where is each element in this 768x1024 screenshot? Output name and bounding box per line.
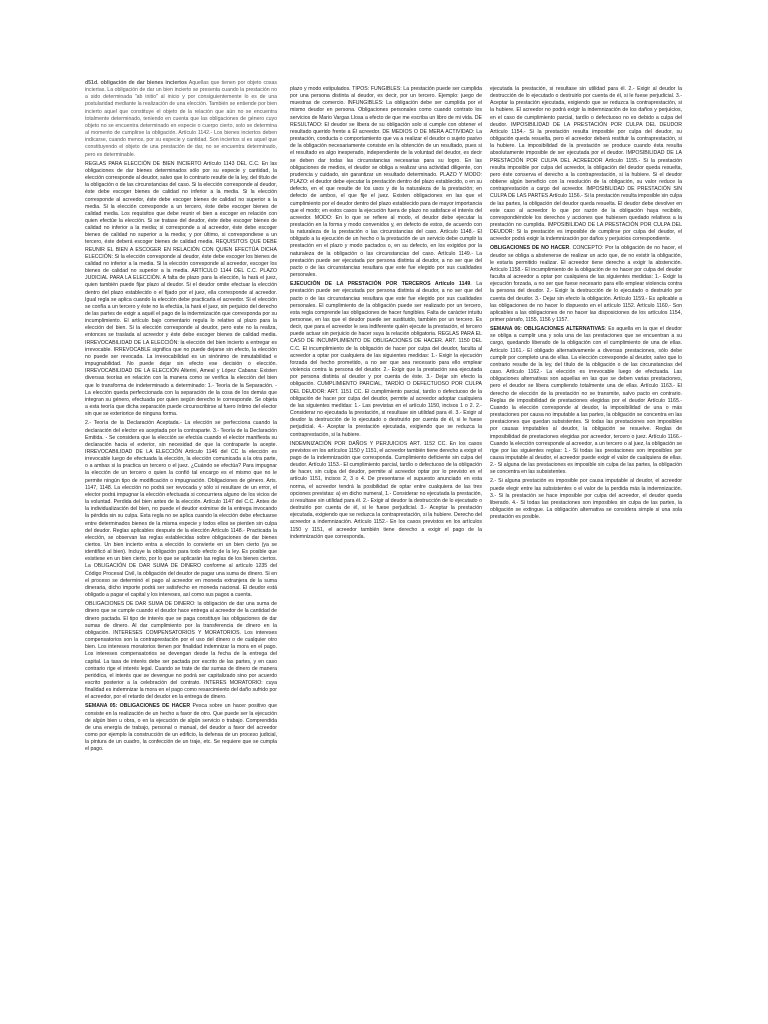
paragraph	[290, 441, 482, 541]
paragraph-text: 2.- Si alguna prestación es imposible por causa imputable al deudor, el acreedor puede elegir entre las subsistentes o el valor de la perdida más la indemnización. 3.- Si la prestación se hace imposible por culpa del acreedor, el deudor queda liberado. 4.- Si todas las prestaciones son imposibles sin culpa de las partes, la obligación se extingue. La obligación alternativa se considera simple si una sola prestación es posible.	[490, 478, 682, 521]
paragraph-text: Pesca sobre un hacer positivo que consiste en la realización de un hecho a favor de otro. Que puede ser la ejecución de algún bien u obra, o en la ejecución de algún servicio o trabajo. Comprendida de una energía de trabajo, personal o manual, del deudor a favor del acreedor como por ejemplo la construcción de un edificio, la defensa de un proceso judicial, la pintura de un cuadro, la confección de un traje, etc. Se requiere que se cumpla el pago.	[85, 703, 277, 753]
paragraph-text: ejecutada la prestación, si resultase sin utilidad para él. 2.- Exigir al deudor la destrucción de lo ejecutado o destruirlo por cuenta de él, si le fuese perjudicial. 3.- Aceptar la prestación ejecutada, exigiendo que se reduzca la contraprestación, si la hubiere. El acreedor no podrá exigir la indemnización de los daños y perjuicios, en el caso de cumplimiento parcial, tardío o defectuoso no es debido a culpa del deudor. IMPOSIBILIDAD DE LA PRESTACIÓN POR CULPA DEL DEUDOR Artículo 1154.- Si la prestación resulta imposible por culpa del deudor, su obligación queda resuelta, pero el acreedor deberá restituir la contraprestación, si la hubiere. La imposibilidad de la prestación se produce cuando ésta resulta absolutamente imposible de ser ejecutada por el deudor. IMPOSIBILIDAD DE LA PRESTACIÓN POR CULPA DEL ACREEDOR Artículo 1155.- Si la prestación resulta imposible por culpa del acreedor, la obligación del deudor queda resuelta, pero éste conserva el derecho a la contraprestación, si la hubiere. Si el deudor obtiene algún beneficio con la resolución de la obligación, su valor reduce la contraprestación a cargo del acreedor. IMPOSIBILIDAD DE PRESTACIÓN SIN CULPA DE LAS PARTES Artículo 1156.- Si la prestación resulta imposible sin culpa de las partes, la obligación del deudor queda resuelta. El deudor debe devolver en este caso al acreedor lo que por razón de la obligación haya recibido, correspondiéndole los derechos y acciones que hubiesen quedado relativos a la prestación no cumplida. IMPOSIBILIDAD DE LA PRESTACIÓN POR CULPA DEL DEUDOR: Si la prestación es imposible de cumplirse por culpa del deudor, el acreedor podrá exigir la indemnización por daños y perjuicios correspondiente.	[490, 86, 682, 243]
text-column-2	[290, 86, 482, 1016]
paragraph-text: Aquellas que tienen por objeto cosas inciertas. La obligación de dar un bien incierto se presenta cuando la prestación no a sido determinada "ab initio" al inicio y por consiguientemente lo es de una postularidad mediante la realización de una elección. También se entiende por bien incierto aquel que constituye el objeto de la relación que aún no se encuentra totalmente determinado, teniendo en cuenta que las obligaciones de género cuyo objeto no se encuentra determinado en especie o cuerpo cierto, solo se determina al momento de cumplirse la obligación. Artículo 1142.- Los bienes inciertos deben indicarse, cuando menos, por su especie y cantidad. Son inciertos si es aquel que constituyendo el objeto de una prestación de dar, no se encuentra determinado, pero es determinable.	[85, 80, 277, 158]
paragraph-text: REGLAS PARA ELECCIÓN DE BIEN INCIERTO Artículo 1143 DEL C.C. En las obligaciones de dar bienes determinados sólo por su especie y cantidad, la elección corresponde al deudor, salvo que lo contrario resulte de la ley, del título de la obligación o de las circunstancias del caso. Si la elección corresponde al deudor, éste debe escoger bienes de calidad no inferior a la media. Si la elección corresponde al acreedor, éste debe escoger bienes de calidad no superior a la media. Si la elección corresponde a un tercero, éste debe escoger bienes de calidad media. Los requisitos que debe reunir el bien a escoger en relación con quien efectúe la elección. Si se tratase del deudor, éste debe escoger bienes de calidad no inferior a la media; si corresponde a al acreedor, éste debe escoger bienes de calidad no superior a la media; y por último, si correspondiese a un tercero, éste deberá escoger bienes de calidad media. REQUISITOS QUE DEBE REUNIR EL BIEN A ESCOGER EN RELACIÓN CON QUIEN EFECTÚA DICHA ELECCIÓN: Si la elección corresponde al deudor, éste debe escoger los bienes de calidad no inferior a la media. Si la elección corresponde al acreedor, escoger los bienes de calidad no superior a la media. ARTÍCULO 1144 DEL C.C. PLAZO JUDICIAL PARA LA ELECCIÓN. A falta de plazo para la elección, la hará el juez, quien también puede fijar plazo al deudor. Si el deudor omite efectuar la elección dentro del plazo establecido o el fijado por el juez, ella corresponde al acreedor. Igual regla se aplica cuando la elección debe practicarla el acreedor. Si el elección se confía a un tercero y éste no la efectúa, la hará el juez, sin perjuicio del derecho de las partes de exigir a aquél el pago de la indemnización que corresponda por su incumplimiento. El artículo bajo comentario regula lo relativo al plazo para la elección del bien. Si la elección corresponde al deudor, pero este no la realiza, entonces se traslada al acreedor y éste debe escoger bienes de calidad media. IRREVOCABILIDAD DE LA ELECCIÓN: la elección del bien incierto a entregar es irrevocable. IRREVOCABLE significa que no puede dejarse sin efecto, la elección no puede ser revocada. La irrevocabilidad es un sinónimo de inmutabilidad e impugnabilidad. No puede dejar sin efecto ese decisión o elección. IRREVOCABILIDAD DE LA ELECCIÓN Alterini, Ameal y López Cabana: Existen diversas teorías en relación con la manera como se verifica la elección del bien que lo transforma de indeterminado a determinado: 1.- Teoría de la Separación. - La elección queda perfeccionada con la separación de la cosa de los demás que integran su género, efectuada por quien según derecho le corresponde. Se objeta a esta teoría que dicha separación puede circunscribirse al fuero íntimo del elector sin que se exteriorice de ninguna forma.	[85, 160, 277, 418]
text-column-3	[490, 86, 682, 1016]
paragraph	[290, 281, 482, 438]
page-top-margin	[0, 0, 768, 70]
paragraph-text: . La prestación puede ser ejecutada por persona distinta al deudor, a no ser que del pacto o de las circunstancias resultara que este fue elegido por sus cualidades personales. El cumplimiento de la obligación puede ser realizado por un tercero, esta regla comprende las obligaciones de hacer fungibles. Falta de carácter intuitu personae, en las que el deudor puede ser sustituido, también por un tercero. Es decir, que para el acreedor le sea indiferente quién ejecute la prestación, el tercero puede actuar sin perjuicio de hacer suya la relación obligatoria. REGLAS PARA EL CASO DE INCUMPLIMIENTO DE OBLIGACIONES DE HACER. ART. 1150 DEL C.C. El incumplimiento de la obligación de hacer por culpa del deudor, faculta al acreedor a optar por cualquiera de las siguientes medidas: 1.- Exigir la ejecución forzada del hecho prometido, a no ser que sea necesario para ello emplear violencia contra la persona del deudor. 2.- Exigir que la prestación sea ejecutada por persona distinta al deudor y por cuenta de éste. 3.- Dejar sin efecto la obligación. CUMPLIMIENTO PARCIAL, TARDÍO O DEFECTUOSO POR CULPA DEL DEUDOR: ART. 1151 CC. El cumplimiento parcial, tardío o defectuoso de la obligación de hacer por culpa del deudor, permite al acreedor adoptar cualquiera de las siguientes medidas: 1.- Las previstas en el artículo 1150, incisos 1 o 2. 2.- Considerar no ejecutada la prestación, si resultase sin utilidad para él. 3.- Exigir al deudor la destrucción de lo ejecutado o destruirlo por cuenta de él, si le fuese perjudicial. 4.- Aceptar la prestación ejecutada, exigiendo que se reduzca la contraprestación, si la hubiere.	[290, 281, 482, 438]
paragraph	[490, 86, 682, 243]
paragraph-text: 2.- Teoría de la Declaración Aceptada.- La elección se perfecciona cuando la declaración del elector es aceptada por la contraparte. 3.- Teoría de la Declaración Emitida. - Se considera que la elección se efectúa cuando el elector manifiesta su declaración hacia el exterior, sin necesidad de que la contraparte la acepte. IRREVOCABILIDAD DE LA ELECCIÓN Artículo 1146 del CC la elección es irrevocable luego de efectuada la elección, la elección comunicada a la otra parte, o a ambas si la practica un tercero o el juez. ¿Cuándo se efectúa? Para impugnar la elección de un tercero o quien la confió tal encargo es el mismo que no le permite ningún tipo de modificación o impugnación. Obligaciones de género. Arts. 1147, 1148. La elección no podrá ser revocada y sólo si resultare de un error, el elector podrá impugnar la elección efectuada si concurriera alguno de los vicios de la voluntad. Perdida del bien antes de la elección. Artículo 1147 del C.C. Antes de la individualización del bien, no puede el deudor eximirse de la entrega invocando la pérdida sin su culpa. Esta regla no se aplica cuando la elección debe efectuarse entre determinados bienes de la misma especie y todos ellos se pierden sin culpa del deudor. Reglas aplicables después de la elección Artículo 1148.- Practicada la elección, se observan las reglas establecidas sobre obligaciones de dar bienes ciertos. Un bien incierto entra a elección lo convierte en un bien cierto (ya se identificó al bien). Incluye la obligación para todo efecto de la ley. Es posible que existiese en un bien cierto, por lo que se aplicarán las reglas de los bienes ciertos. La OBLIGACIÓN DE DAR SUMA DE DINERO conforme al artículo 1235 del Código Procesal Civil, la obligación del deudor de pagar una suma de dinero. Si en el proceso se determinó el pago al acreedor en moneda extranjera de la suma dineraria, dicho importe podrá ser satisfecho en moneda nacional. El deudor está obligado a pagar el capital y los intereses, así como sus pagos a cuenta.	[85, 420, 277, 599]
paragraph-heading: d51d. obligación de dar bienes inciertos	[85, 80, 188, 86]
paragraph-heading: SEMANA 06: OBLIGACIONES ALTERNATIVAS	[490, 326, 605, 333]
paragraph-text: INDEMNIZACIÓN POR DAÑOS Y PERJUICIOS ART. 1152 CC. En los casos previstos en los artículos 1150 y 1151, el acreedor también tiene derecho a exigir el pago de la indemnización que corresponda. Cumplimiento deficiente sin culpa del deudor. Artículo 1153.- El cumplimiento parcial, tardío o defectuoso de la obligación de hacer, sin culpa del deudor, permite al acreedor optar por lo previsto en el artículo 1151, incisos 2, 3 o 4. De presentarse el supuesto anunciado en esta norma, el acreedor tendrá la posibilidad de optar entre cualquiera de las tres opciones previstas: a) en dicho numeral, 1.- Considerar no ejecutada la prestación, si resultase sin utilidad para él. 2.- Exigir al deudor la destrucción de lo ejecutado o destruirlo por cuenta de él, si le fuese perjudicial. 3.- Aceptar la prestación ejecutada, exigiendo que se reduzca la contraprestación, si la hubiere. Derecho del acreedor a indemnización. Artículo 1152.- En los casos previstos en los artículos 1150 y 1151, el acreedor también tiene derecho a exigir el pago de la indemnización que corresponda.	[290, 440, 482, 540]
paragraph	[490, 478, 682, 521]
text-column-1	[85, 80, 277, 1010]
paragraph	[85, 161, 277, 419]
paragraph	[290, 86, 482, 279]
paragraph-text: : Es aquella en la que el deudor se obliga a cumplir una y sola una de las prestaciones que se encuentran a su cargo, quedando liberado de la obligación con el cumplimiento de una de ellas. Artículo 1161.- El obligado alternativamente a diversas prestaciones, sólo debe cumplir por completo una de ellas. La elección corresponde al deudor, salvo que lo contrario resulte de la ley, del título de la obligación o de las circunstancias del caso. Artículo 1162.- La elección es irrevocable luego de efectuada. Las obligaciones alternativas son aquellas en las que se deben varias prestaciones, pero el deudor se libera cumpliendo totalmente una de ellas. Artículo 1163.- El derecho de elección de la prestación no se transmite, salvo pacto en contrario. Reglas de imposibilidad de prestaciones elegidas por el deudor Artículo 1165.- Cuando la elección corresponde al deudor, la imposibilidad de una o más prestaciones por causa no imputable a las partes, la obligación se concentra en las prestaciones que quedan subsistentes. Si todas las prestaciones son imposibles por causas imputables al deudor, la obligación se resuelve. Reglas de imposibilidad de prestaciones elegidas por acreedor, tercero o juez. Artículo 1166.- Cuando la elección corresponde al acreedor, a un tercero o al juez, la obligación se rige por las siguientes reglas: 1.- Si todas las prestaciones son imposibles por causa imputable al deudor, el acreedor puede exigir el valor de cualquiera de ellas. 2.- Si alguna de las prestaciones es imposible sin culpa de las partes, la obligación se concentra en las subsistentes.	[490, 326, 682, 476]
paragraph	[85, 601, 277, 701]
page-bottom-margin	[0, 1012, 768, 1024]
paragraph-heading: OBLIGACIONES DE NO HACER	[490, 245, 570, 252]
paragraph	[490, 245, 682, 324]
paragraph	[85, 420, 277, 599]
paragraph-text: plazo y modo estipulados. TIPOS: FUNGIBLES: La prestación puede ser cumplida por una persona distinta al deudor, es decir, por un tercero. Ejemplo: juego de muestras de comercio. INFUNGIBLES: La obligación debe ser cumplida por el mismo deudor en persona. Obligaciones personales como cuando contrato los servicios de Mario Vargas Llosa a efecto de que me escriba un libro de mi vida. DE RESULTADO: El deudor se libera de su obligación solo si cumple con obtener el resultado querido frente a Él acreedor. DE MEDIOS O DE MERA ACTIVIDAD: La prestación, conducta o comportamiento que va a realizar el deudor o sujeto pasivo de la obligación necesariamente consiste en la obtención de un resultado, pues si el resultado es algo inesperado, independiente de la voluntad del deudor, es decir se deben dar todas las circunstancias necesarias para su logro. En las obligaciones de medios, el deudor se obliga a realizar una actividad diligente, con prudencia y cuidado, sin garantizar un resultado determinado. PLAZO Y MODO: PLAZO: el deudor debe ejecutar la prestación dentro del plazo establecido, o en su defecto, en el que resulte de los usos y de la naturaleza de la prestación; en defecto de ambos, el que fije el juez. Existen obligaciones en las que el cumplimiento por el deudor dentro del plazo establecido para de mayor importancia que el modo; en estos casos la ejecución fuera de plazo no satisface el interés del acreedor. MODO: En lo que se refiere al modo, el deudor debe ejecutar la prestación en la forma y modo convenidos y, en defecto de estos, de acuerdo con la naturaleza de la prestación o las circunstancias del caso. Artículo 1148.- El obligado a la ejecución de un hecho o la prestación de un servicio debe cumplir la prestación en el plazo y modo pactados o, en su defecto, en los exigidos por la naturaleza de la obligación o las circunstancias del caso. Artículo 1149.- La prestación puede ser ejecutada por persona distinta al deudor, a no ser que del pacto o de las circunstancias resultara que este fue elegido por sus cualidades personales.	[290, 86, 482, 279]
paragraph-heading: EJECUCIÓN DE LA PRESTACIÓN POR TERCEROS Artículo 1149	[290, 281, 471, 288]
paragraph	[85, 80, 277, 159]
paragraph	[85, 703, 277, 753]
paragraph-heading: SEMANA 05: OBLIGACIONES DE HACER	[85, 703, 191, 710]
paragraph-text: OBLIGACIONES DE DAR SUMA DE DINERO: la obligación de dar una suma de dinero que se cumple cuando el deudor hace entrega al acreedor de la cantidad de dinero pactada. El tipo de interés que se paga constituye las obligaciones de dar sumas de dinero. Al dar cumplimiento por la transferencia de dinero en la obligación. INTERESES COMPENSATORIOS Y MORATORIOS. Los intereses compensatorios son la contraprestación por el uso del dinero o de cualquier otro bien. Los intereses moratorios tienen por finalidad indemnizar la mora en el pago. Los intereses compensatorios se devengan desde la fecha de la entrega del capital. La tasa de interés debe ser pactada por escrito de las partes, y en caso contrario rige el interés legal. Cuando se trate de dar sumas de dinero de manera periódica, el interés que se devengue no podrá ser capitalizado sino por acuerdo escrito posterior a la celebración del contrato. INTERES MORATORIO: cuya finalidad es indemnizar la mora en el pago como resarcimiento del daño sufrido por el acreedor, por el retardo del deudor en la entrega de dinero.	[85, 601, 277, 701]
paragraph-text: . CONCEPTO: Por la obligación de no hacer, el deudor se obliga a abstenerse de realizar un acto que, de no existir la obligación, le estaría permitido realizar. El acreedor tiene derecho a exigir la abstención. Artículo 1158.- El incumplimiento de la obligación de no hacer por culpa del deudor faculta al acreedor a optar por cualquiera de las siguientes medidas: 1.- Exigir la ejecución forzada, a no ser que fuese necesario para ello emplear violencia contra la persona del deudor. 2.- Exigir la destrucción de lo ejecutado o destruirlo por cuenta del deudor. 3.- Dejar sin efecto la obligación. Artículo 1159.- Es aplicable a las obligaciones de no hacer lo dispuesto en el artículo 1152. Artículo 1160.- Son aplicables a las obligaciones de no hacer las disposiciones de los artículos 1154, primer párrafo, 1155, 1156 y 1157.	[490, 245, 682, 323]
paragraph	[490, 326, 682, 476]
